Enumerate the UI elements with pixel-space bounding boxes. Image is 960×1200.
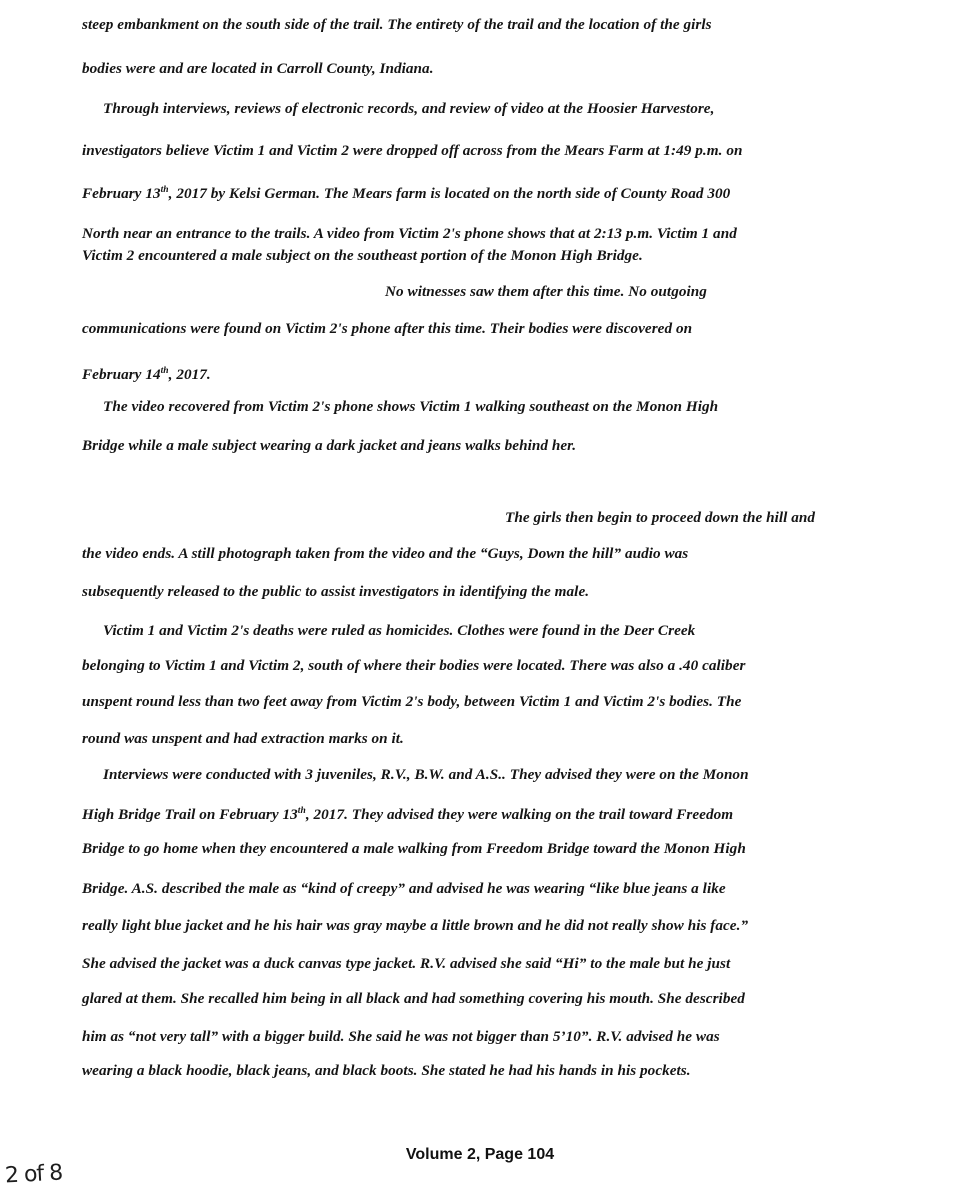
text-line — [82, 320, 692, 338]
text-segment: The video recovered from Victim 2's phone shows Victim 1 walking southeast on the Monon High — [103, 398, 719, 415]
text-segment: wearing a black hoodie, black jeans, and black boots. She stated he had his hands in his pockets. — [82, 1062, 691, 1079]
handwritten-page-note: 2 of 8 — [4, 1160, 63, 1189]
text-segment: round was unspent and had extraction marks on it. — [82, 730, 404, 747]
text-segment: North near an entrance to the trails. A video from Victim 2's phone shows that at 2:13 p.m. Victim 1 and — [82, 225, 737, 242]
text-line — [82, 730, 404, 748]
ordinal-superscript: th — [160, 185, 169, 195]
text-line — [82, 545, 688, 563]
text-segment: glared at them. She recalled him being in all black and had something covering his mouth. She described — [82, 990, 745, 1007]
text-segment: Bridge while a male subject wearing a dark jacket and jeans walks behind her. — [82, 437, 577, 454]
text-segment: Victim 1 and Victim 2's deaths were ruled as homicides. Clothes were found in the Deer Creek — [103, 622, 696, 639]
text-line — [103, 622, 695, 640]
text-line — [82, 142, 742, 160]
text-line — [82, 880, 726, 898]
text-line — [82, 16, 712, 34]
text-segment: subsequently released to the public to assist investigators in identifying the male. — [82, 583, 590, 600]
text-segment: February 14 — [82, 366, 161, 383]
text-segment: She advised the jacket was a duck canvas type jacket. R.V. advised she said “Hi” to the male but he just — [82, 955, 731, 972]
text-line — [82, 60, 434, 78]
text-segment: unspent round less than two feet away from Victim 2's body, between Victim 1 and Victim 2's bodies. The — [82, 693, 742, 710]
text-segment: the video ends. A still photograph taken from the video and the “Guys, Down the hill” audio was — [82, 545, 689, 562]
text-segment: No witnesses saw them after this time. No outgoing — [385, 283, 707, 300]
text-line — [82, 955, 730, 973]
text-line — [82, 185, 730, 203]
text-line — [82, 840, 746, 858]
text-line — [82, 247, 643, 265]
text-line — [82, 437, 576, 455]
text-segment: Bridge to go home when they encountered a male walking from Freedom Bridge toward the Monon High — [82, 840, 746, 857]
text-line — [82, 1062, 691, 1080]
text-segment: belonging to Victim 1 and Victim 2, south of where their bodies were located. There was also a .40 caliber — [82, 657, 746, 674]
text-segment: really light blue jacket and he his hair was gray maybe a little brown and he did not really show his face.” — [82, 917, 749, 934]
text-segment: , 2017. — [168, 366, 211, 383]
text-line — [103, 100, 714, 118]
text-segment: High Bridge Trail on February 13 — [82, 806, 298, 823]
ordinal-superscript: th — [160, 366, 169, 376]
text-line — [385, 283, 707, 301]
text-line — [82, 990, 745, 1008]
text-segment: investigators believe Victim 1 and Victim 2 were dropped off across from the Mears Farm at 1:49 p.m. on — [82, 142, 743, 159]
text-line — [82, 693, 741, 711]
text-line — [82, 806, 733, 824]
text-segment: Through interviews, reviews of electronic records, and review of video at the Hoosier Harvestore, — [103, 100, 715, 117]
text-line — [82, 657, 745, 675]
text-segment: , 2017 by Kelsi German. The Mears farm is located on the north side of County Road 300 — [168, 185, 731, 202]
text-segment: , 2017. They advised they were walking on the trail toward Freedom — [305, 806, 734, 823]
text-line — [82, 583, 589, 601]
text-segment: February 13 — [82, 185, 161, 202]
text-segment: communications were found on Victim 2's phone after this time. Their bodies were discovered on — [82, 320, 693, 337]
text-line — [82, 225, 737, 243]
text-segment: Victim 2 encountered a male subject on the southeast portion of the Monon High Bridge. — [82, 247, 643, 264]
text-segment: Bridge. A.S. described the male as “kind of creepy” and advised he was wearing “like blue jeans a like — [82, 880, 726, 897]
text-line — [82, 917, 748, 935]
text-line — [103, 766, 749, 784]
page-footer: Volume 2, Page 104 — [405, 1146, 555, 1163]
text-segment: him as “not very tall” with a bigger build. She said he was not bigger than 5’10”. R.V. advised he was — [82, 1028, 720, 1045]
text-segment: The girls then begin to proceed down the hill and — [505, 509, 816, 526]
text-line — [82, 366, 211, 384]
text-line — [505, 509, 815, 527]
text-segment: Interviews were conducted with 3 juveniles, R.V., B.W. and A.S.. They advised they were on the Monon — [103, 766, 749, 783]
text-line — [103, 398, 718, 416]
ordinal-superscript: th — [297, 806, 306, 816]
text-segment: steep embankment on the south side of the trail. The entirety of the trail and the location of the girls — [82, 16, 712, 33]
text-segment: bodies were and are located in Carroll County, Indiana. — [82, 60, 434, 77]
text-line — [82, 1028, 720, 1046]
